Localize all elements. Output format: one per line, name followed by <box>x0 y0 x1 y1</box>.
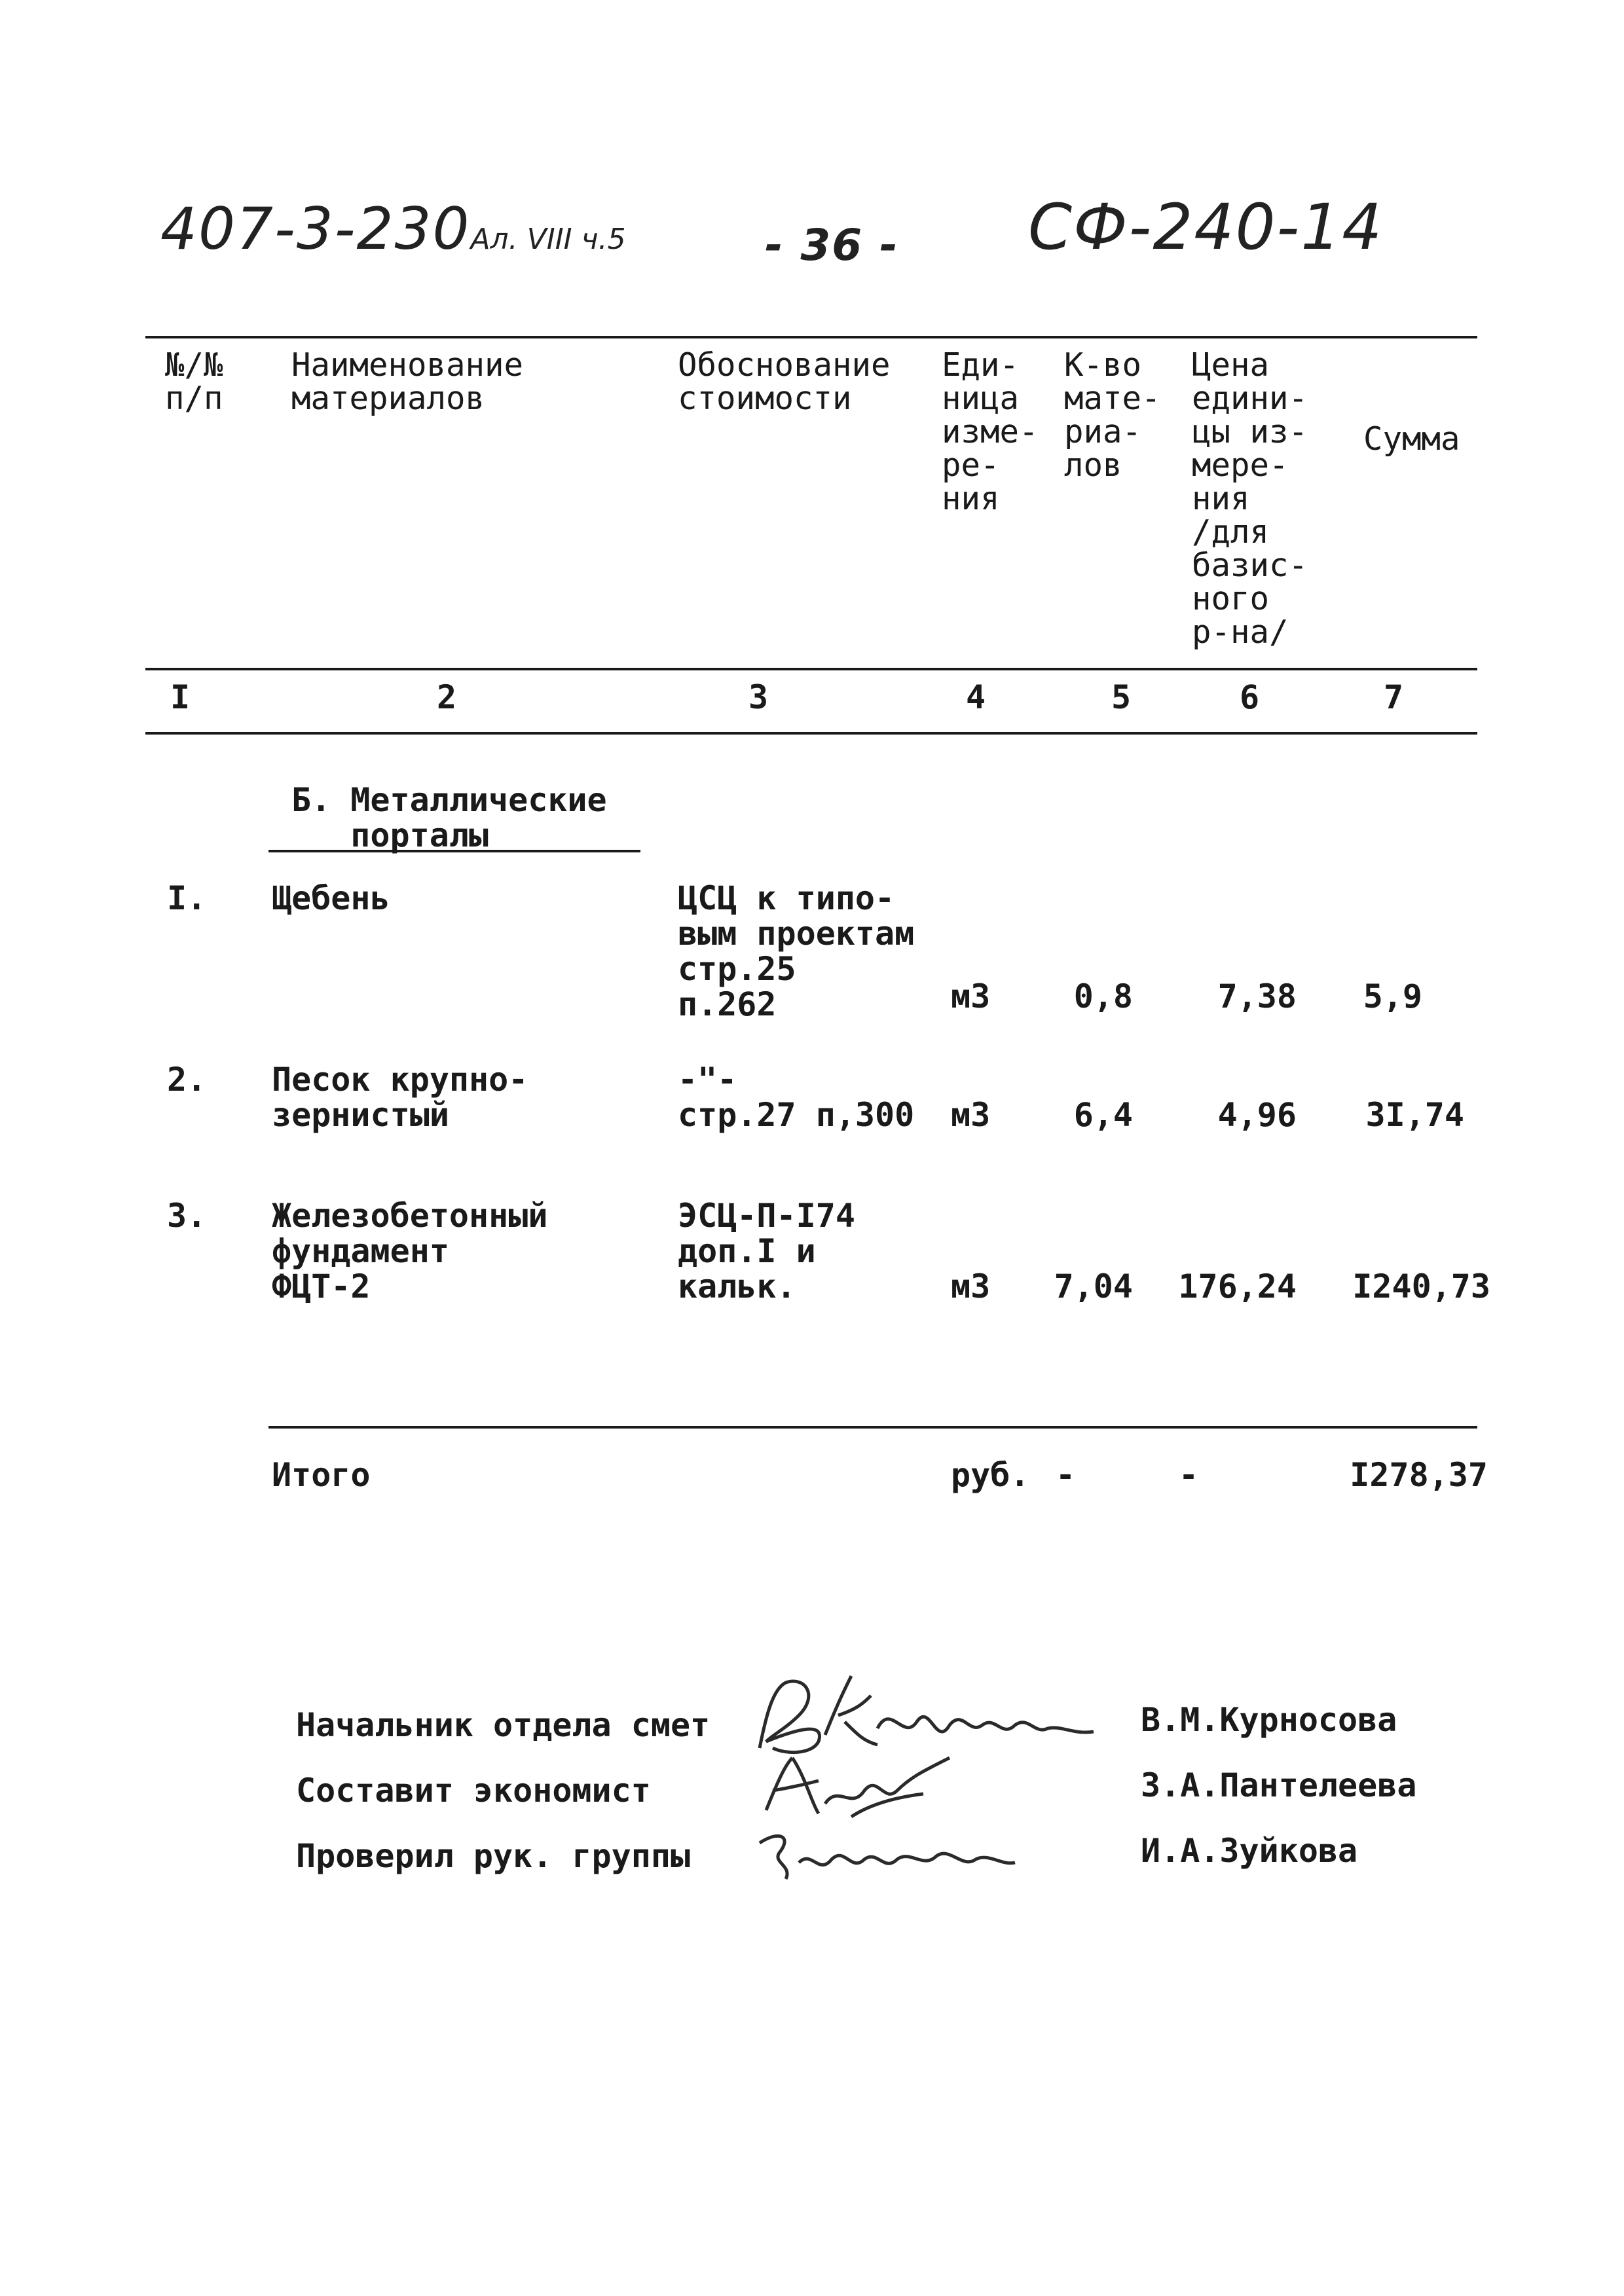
col-number-3: 3 <box>748 678 769 716</box>
col-header-no: №/№ п/п <box>165 346 223 417</box>
row-3-sum: I240,73 <box>1352 1267 1490 1305</box>
col-number-6: 6 <box>1239 678 1260 716</box>
col-header-sum: Сумма <box>1363 420 1460 458</box>
col-number-5: 5 <box>1111 678 1132 716</box>
col-number-7: 7 <box>1383 678 1404 716</box>
column-numbers-rule <box>145 732 1477 735</box>
col-number-1: I <box>170 678 191 716</box>
row-3-no: 3. <box>167 1197 207 1235</box>
document-code <box>160 196 626 272</box>
total-label: Итого <box>272 1456 371 1494</box>
col-header-basis: Обоснование стоимости <box>678 346 891 417</box>
page-number: - 36 - <box>765 220 899 270</box>
row-1-price: 7,38 <box>1217 977 1297 1015</box>
document-code-suffix: Ал. VIII ч.5 <box>470 223 626 256</box>
col-header-unit: Еди- ница изме- ре- ния <box>942 346 1039 517</box>
row-3-qty: 7,04 <box>1054 1267 1133 1305</box>
row-3-price: 176,24 <box>1178 1267 1297 1305</box>
table-top-rule <box>145 336 1477 338</box>
row-2-price: 4,96 <box>1217 1096 1297 1134</box>
col-number-2: 2 <box>436 678 457 716</box>
row-2-basis: -"- стр.27 п,300 <box>678 1061 915 1134</box>
signature-name-1: В.М.Курносова <box>1141 1701 1397 1739</box>
col-header-name: Наименование материалов <box>291 346 524 417</box>
row-3-basis: ЭСЦ-П-I74 доп.I и кальк. <box>678 1197 855 1305</box>
total-qty: - <box>1056 1456 1076 1494</box>
signature-name-3: И.А.Зуйкова <box>1141 1832 1358 1870</box>
row-2-qty: 6,4 <box>1073 1096 1133 1134</box>
total-price: - <box>1179 1456 1199 1494</box>
header-rule <box>145 668 1477 670</box>
row-2-sum: 3I,74 <box>1365 1096 1464 1134</box>
row-3-name: Железобетонный фундамент ФЦТ-2 <box>272 1197 548 1305</box>
signature-role-3: Проверил рук. группы <box>296 1837 691 1875</box>
section-title: Б. Металлические порталы <box>291 781 607 854</box>
row-3-unit: м3 <box>951 1267 991 1305</box>
signature-3 <box>747 1817 1022 1889</box>
section-underline <box>268 850 640 852</box>
col-number-4: 4 <box>965 678 986 716</box>
row-1-name: Щебень <box>272 879 390 917</box>
row-2-unit: м3 <box>951 1096 991 1134</box>
row-2-no: 2. <box>167 1061 207 1099</box>
total-rule <box>268 1426 1477 1429</box>
signature-2 <box>753 1738 976 1830</box>
row-1-no: I. <box>167 879 207 917</box>
row-1-basis: ЦСЦ к типо- вым проектам стр.25 п.262 <box>678 879 915 1023</box>
row-2-name: Песок крупно- зернистый <box>272 1061 528 1134</box>
row-1-sum: 5,9 <box>1363 977 1422 1015</box>
document-code-main: 407-3-230 <box>160 195 471 263</box>
signature-role-1: Начальник отдела смет <box>296 1706 710 1744</box>
signature-name-2: З.А.Пантелеева <box>1141 1766 1417 1804</box>
signature-role-2: Составит экономист <box>296 1772 651 1810</box>
total-sum: I278,37 <box>1350 1456 1488 1494</box>
total-unit: руб. <box>951 1456 1030 1494</box>
col-header-qty: К-во мате- риа- лов <box>1064 346 1161 484</box>
sheet-code: СФ-240-14 <box>1028 191 1384 264</box>
col-header-price: Цена едини- цы из- мере- ния /для базис- ного р-на/ <box>1192 346 1308 651</box>
row-1-qty: 0,8 <box>1073 977 1133 1015</box>
row-1-unit: м3 <box>951 977 991 1015</box>
